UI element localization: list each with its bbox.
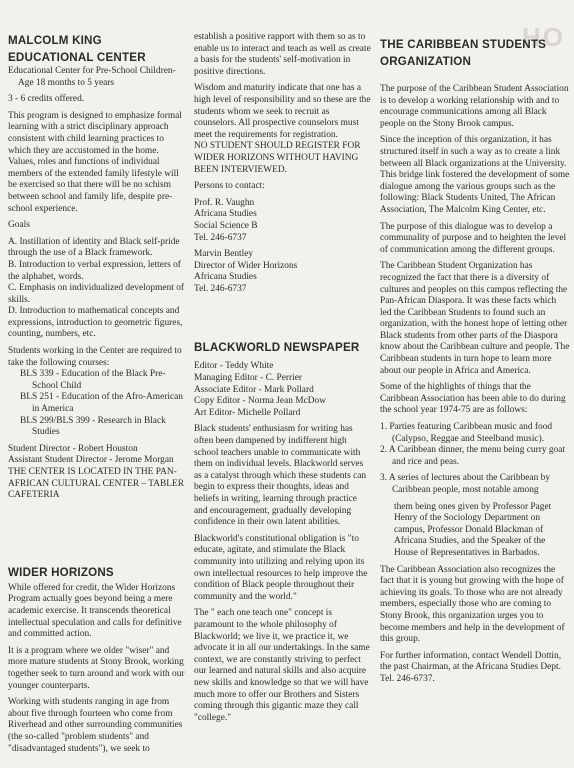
bw-paragraph: The " each one teach one" concept is paramount to the whole philosophy of Blackworld; we live it, we practice it, we advocate it in all our undertakings. In the same context, we are constantly striving to perfect our learned and natural skills and also acquire new skills and knowledge so that we will have much more to offer our Brothers and Sisters coming through this gigantic maze they call "college." — [194, 608, 370, 723]
goal-item: B. Introduction to verbal expression, letters of the alphabet, words. — [8, 259, 181, 282]
malcolm-king-heading — [8, 32, 188, 66]
column-left — [8, 0, 188, 755]
cs-paragraph: The Caribbean Association also recognizes the fact that it is young but growing with the hope of achieving its goals. To those who are not already members, especially those who are coming to Stony Brook, this organization urges you to become members and help in the development of this group. — [380, 564, 565, 645]
contact-line: Marvin Bentley — [194, 249, 254, 260]
contact-line: Prof. R. Vaughn — [194, 197, 255, 208]
mk-credits: 3 - 6 credits offered. — [8, 94, 85, 105]
staff-line: Art Editor- Michelle Pollard — [194, 407, 301, 418]
contact-line: Social Science B — [194, 220, 258, 231]
cs-paragraph: Since the inception of this organization, it has structured itself in such a way as to create a link between all Black organizations at the University. This bridge link fostered the development of some dialogue among the various groups such as the following: Black Students United, The African Association, The Malcolm King Center, etc. — [380, 135, 570, 215]
mk-intro: Educational Center for Pre-School Children- Age 18 months to 5 years — [8, 66, 176, 88]
courses-intro: Students working in the Center are required to take the following courses: — [8, 346, 182, 368]
wider-horizons-heading: WIDER HORIZONS — [8, 565, 114, 579]
bw-paragraph: Blackworld's constitutional obligation is "to educate, agitate, and stimulate the Black community into utilizing and relying upon its own intellectual resources to help improve the condition of Black people throughout their community and the world." — [194, 533, 368, 602]
highlight-item: 3. A series of lectures about the Caribbean by Caribbean people, most notable among — [380, 473, 551, 495]
background-title: HO — [522, 22, 565, 52]
contact-line: Tel. 246-6737 — [194, 232, 247, 243]
contact-label: Persons to contact: — [194, 181, 265, 192]
goal-item: C. Emphasis on individualized development of skills. — [8, 283, 185, 305]
assistant-director: Assistant Student Director - Jerome Morgan — [8, 455, 174, 466]
cs-paragraph: The purpose of the Caribbean Student Association is to develop a working relationship with and to encourage communications among all Black people on the Stony Brook campus. — [380, 84, 569, 129]
heading-line: THE CARIBBEAN STUDENTS — [380, 38, 547, 51]
goals-label: Goals — [8, 220, 30, 231]
heading-line: ORGANIZATION — [380, 55, 472, 68]
cs-paragraph: The Caribbean Student Organization has recognized the fact that there is a diversity of cultures and peoples on this campus reflecting the Pan-African Diaspora. It was these facts which led the Caribbean Students to found such an organization, with the honest hope of letting other Black students from other parts of the Diaspora know about the Caribbean culture and people. The Caribbean students in turn hope to learn more about our people in Africa and America. — [380, 261, 570, 376]
staff-line: Editor - Teddy White — [194, 361, 274, 372]
contact-line: Tel. 246-6737 — [194, 283, 247, 294]
staff-line: Managing Editor - C. Perrier — [194, 373, 303, 384]
course-item: BLS 339 - Education of the Black Pre-School Child — [20, 369, 166, 391]
wh-paragraph-continued: establish a positive rapport with them so as to enable us to interact and teach as well as create a basis for the students' self-motivation in positive directions. — [194, 32, 371, 77]
bw-paragraph: Black students' enthusiasm for writing has often been dampened by indifferent high school teachers unable to communicate with them on individual levels. Blackworld serves as a catalyst through which these students can begin to express their thoughts, ideas and beliefs in writing, learning through practice and encouragement, gradually developing confidence in their own latent abilities. — [194, 424, 367, 528]
contact-line: Africana Studies — [194, 209, 257, 220]
course-item: BLS 299/BLS 399 - Research in Black Studies — [20, 415, 166, 438]
caribbean-heading — [380, 36, 570, 70]
highlight-continued: them being ones given by Professor Paget Henry of the Sociology Department on campus, Professor Donald Blackman of Africana Studies, and the Speaker of the House of Representatives in Barbados. — [394, 501, 552, 558]
mk-description: This program is designed to emphasize formal learning with a strict disciplinary approach consistent with child learning practices to which they are accustomed in the home. Values, roles and functions of individual members of the extended family lifestyle will be exercised so that there will be no schism between school and family life, despite pre-school experience. — [8, 110, 182, 214]
highlight-item: 2. A Caribbean dinner, the menu being curry goat and rice and peas. — [380, 445, 565, 467]
contact-line: Director of Wider Horizons — [194, 260, 298, 271]
goal-item: A. Instillation of identity and Black self-pride through the use of a Black framework. — [8, 236, 180, 259]
staff-line: Associate Editor - Mark Pollard — [194, 384, 314, 395]
highlight-item: 1. Parties featuring Caribbean music and food (Calypso, Reggae and Steelband music). — [380, 422, 553, 444]
wh-warning: NO STUDENT SHOULD REGISTER FOR WIDER HORIZONS WITHOUT HAVING BEEN INTERVIEWED. — [194, 141, 361, 175]
column-middle — [194, 0, 372, 724]
course-item: BLS 251 - Education of the Afro-American in America — [20, 392, 183, 415]
center-location: THE CENTER IS LOCATED IN THE PAN-AFRICAN CULTURAL CENTER – TABLER CAFETERIA — [8, 467, 184, 501]
cs-contact: For further information, contact Wendell Dottin, the past Chairman, at the Africana Studies Dept. Tel. 246-6737. — [380, 650, 562, 684]
wh-paragraph: Wisdom and maturity indicate that one has a high level of responsibility and so these are the students whom we seek to recruit as counselors. All prospective counselors must meet the requirements for registration. — [194, 83, 371, 140]
cs-paragraph: Some of the highlights of things that the Caribbean Association has been able to do during the school year 1974-75 are as follows: — [380, 382, 566, 416]
goal-item: D. Introduction to mathematical concepts and expressions, introduction to geometric figures, counting, numbers, etc. — [8, 306, 183, 340]
wh-paragraph: Working with students ranging in age from about five through fourteen who come from Riverhead and other surrounding communities (the so-called "problem students" and "disadvantaged students"), we seek to — [8, 697, 183, 754]
heading-line: EDUCATIONAL CENTER — [8, 51, 146, 64]
column-right — [380, 0, 570, 686]
wh-paragraph: While offered for credit, the Wider Horizons Program actually goes beyond being a mere academic exercise. It transcends theoretical intellectual speculation and calls for definitive and committed action. — [8, 582, 182, 640]
wh-paragraph: It is a program where we older "wiser" and more mature students at Stony Brook, working together seek to turn around and work with our younger counterparts. — [8, 645, 185, 691]
heading-line: MALCOLM KING — [8, 34, 102, 47]
cs-paragraph: The purpose of this dialogue was to develop a communality of purpose and to heighten the level of communication among the different groups. — [380, 221, 567, 255]
student-director: Student Director - Robert Houston — [8, 443, 138, 454]
contact-line: Africana Studies — [194, 272, 257, 283]
blackworld-heading: BLACKWORLD NEWSPAPER — [194, 341, 360, 355]
staff-line: Copy Editor - Norma Jean McDow — [194, 396, 327, 407]
